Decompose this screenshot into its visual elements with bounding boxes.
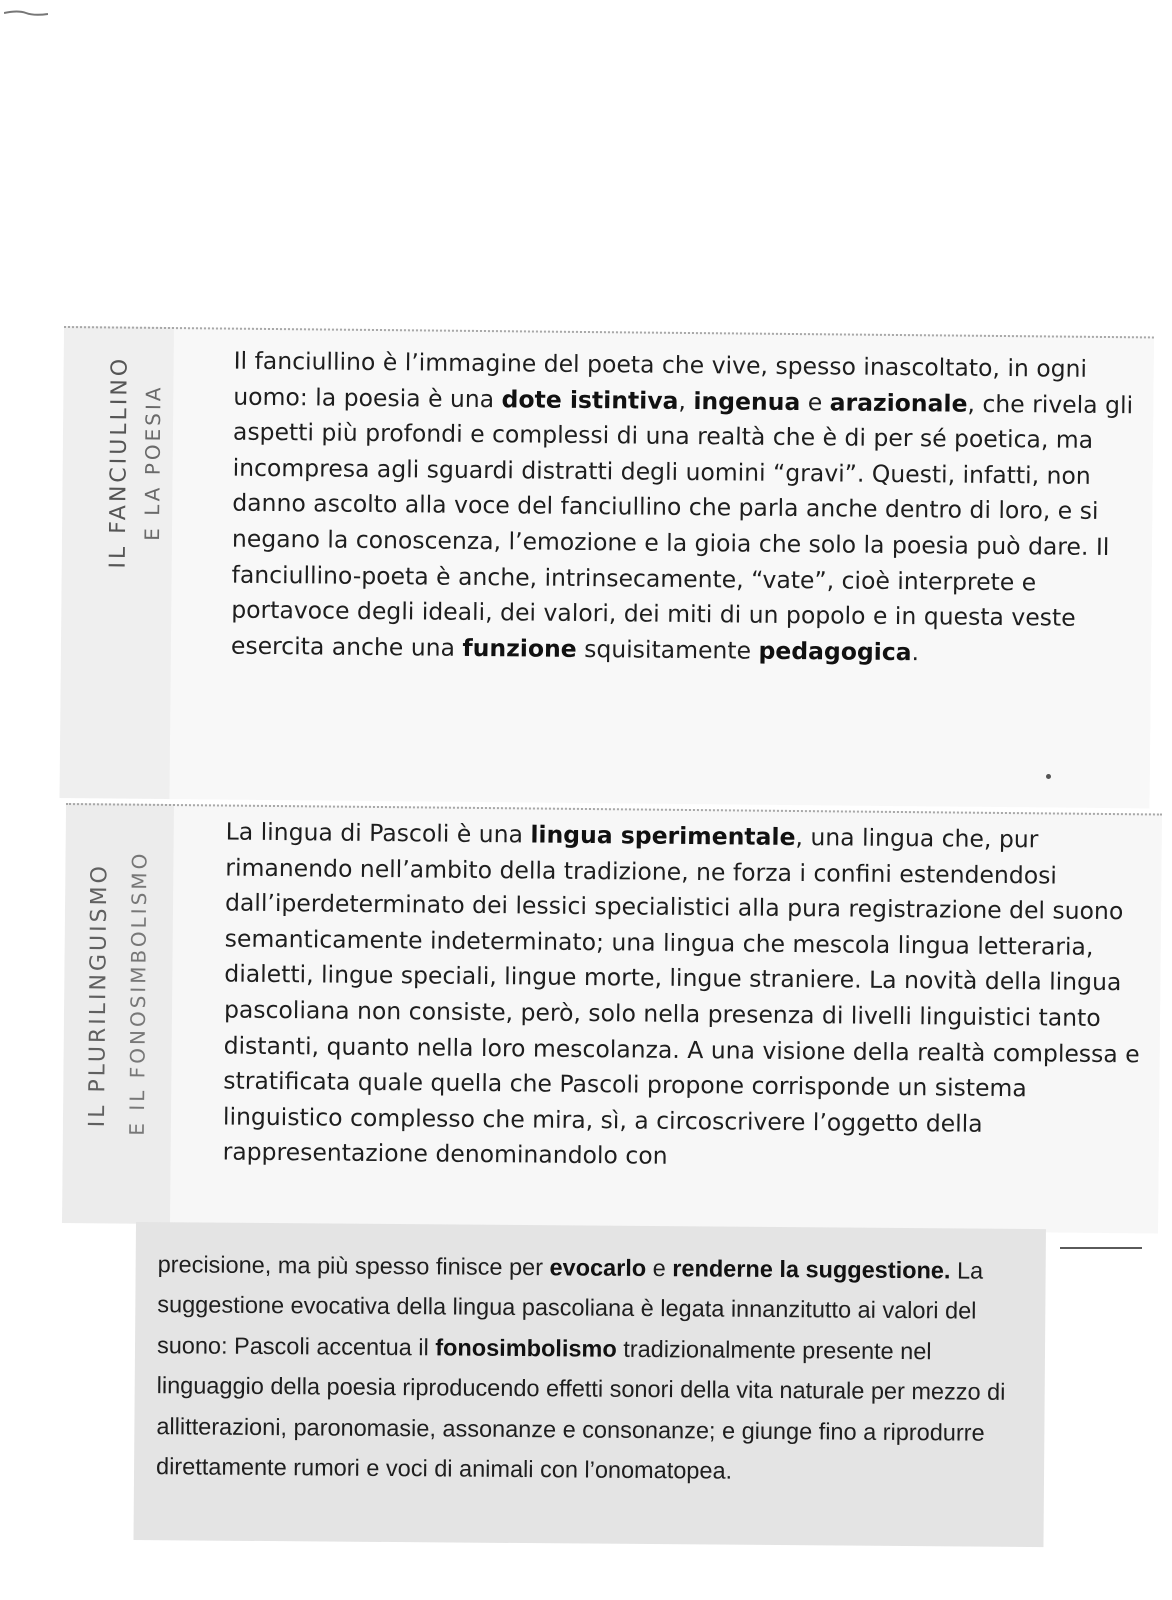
text-run: La lingua di Pascoli è una xyxy=(225,817,531,849)
side-label-line2: E LA POESIA xyxy=(139,384,166,541)
bold-term: evocarlo xyxy=(549,1254,647,1282)
text-run: e xyxy=(646,1255,673,1282)
text-run: . xyxy=(911,637,920,666)
text-run: tradizionalmente presente nel linguaggio della poesia riproducendo effetti sonori della vita naturale per mezzo di allitterazioni, paronomasie, assonanze e consonanze; e giunge fino a riprodurre direttamente rumori e voci di animali con l’onomatopea. xyxy=(155,1335,1006,1484)
side-label-line2: E IL FONOSIMBOLISMO xyxy=(124,850,152,1136)
text-run: , xyxy=(678,386,694,415)
text-run: , che rivela gli aspetti più profondi e complessi di una realtà che è di per sé poetica, ma incompresa agli sguardi distratti degli uomini “gravi”. Questi, infatti, non danno ascolto alla voce del fanciullino che parla anche dentro di loro, e si negano la conoscenza, l’emozione e la gioia che solo la poesia può dare. Il fanciullino-poeta è anche, intrinsecamente, “vate”, cioè interprete e portavoce degli ideali, dei valori, dei miti di un popolo e in questa veste esercita anche una xyxy=(230,389,1134,662)
bold-term: arazionale xyxy=(829,387,968,418)
section-continuation xyxy=(134,1222,1046,1547)
side-label xyxy=(62,805,176,1224)
bold-term: ingenua xyxy=(693,386,801,416)
side-label xyxy=(59,328,174,799)
section-fanciullino xyxy=(59,326,1153,808)
side-label-line1: IL FANCIULLINO xyxy=(105,355,133,569)
scan-mark xyxy=(4,10,48,16)
text-run: Il fanciullino è l’immagine del poeta che vive, spesso inascoltato, in ogni uomo: la poesia è una xyxy=(233,346,1088,413)
text-run: precisione, ma più spesso finisce per xyxy=(157,1251,550,1281)
scan-speck xyxy=(1046,774,1051,779)
text-run: squisitamente xyxy=(576,634,759,665)
paragraph-fanciullino xyxy=(231,344,1154,673)
bold-term: fonosimbolismo xyxy=(435,1334,617,1362)
bold-term: funzione xyxy=(462,633,577,663)
paragraph-continuation xyxy=(156,1244,1038,1493)
bold-term: pedagogica xyxy=(758,636,912,666)
side-label-line1: IL PLURILINGUISMO xyxy=(84,863,113,1128)
bold-term: lingua sperimentale xyxy=(530,820,796,852)
text-run: e xyxy=(800,387,830,416)
bold-term: renderne la suggestione. xyxy=(672,1255,951,1284)
text-run: , una lingua che, pur rimanendo nell’ambito della tradizione, ne forza i confini estendendosi dall’iperdeterminato dei lessici specialistici alla pura registrazione del suono semanticamente indeterminato; una lingua che mescola lingua letteraria, dialetti, lingue speciali, lingue morte, lingue straniere. La novità della lingua pascoliana non consiste, però, solo nella presenza di livelli linguistici tanto distanti, quanto nella loro mescolanza. A una visione della realtà complessa e stratificata quale quella che Pascoli propone corrisponde un sistema linguistico complesso che mira, sì, a circoscrivere l’oggetto della rappresentazione denominandolo con xyxy=(222,823,1140,1171)
bold-term: dote istintiva xyxy=(501,384,679,415)
section-plurilinguismo xyxy=(62,803,1162,1234)
divider xyxy=(1060,1247,1142,1249)
text-run: La suggestione evocativa della lingua pascoliana è legata innanzitutto ai valori del suono: Pascoli accentua il xyxy=(156,1257,984,1361)
paragraph-plurilinguismo xyxy=(222,815,1155,1180)
